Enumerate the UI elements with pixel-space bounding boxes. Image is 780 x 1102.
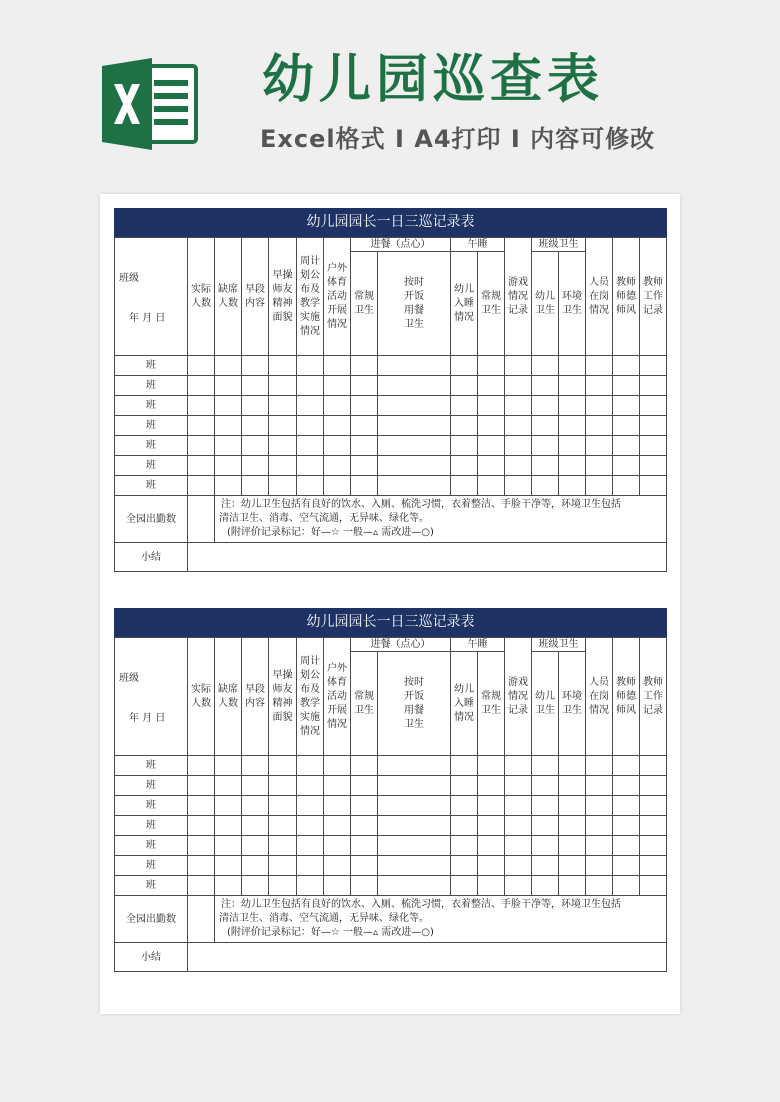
summary-label: 小结 [115,943,188,972]
group-class-hygiene: 班级卫生 [532,238,586,252]
record-table [114,637,667,972]
col-meal-hygiene: 常规卫生 [351,252,378,356]
note-line-2: 清洁卫生、消毒、空气流通，无异味、绿化等。 [219,513,429,524]
col-actual-count: 实际人数 [188,238,215,356]
note-line-3: (附评价记录标记：好—☆ 一般—▵ 需改进—○) [227,927,434,938]
table-row [115,396,667,416]
table-row [115,416,667,436]
table-row [115,356,667,376]
note-line-3: (附评价记录标记：好—☆ 一般—▵ 需改进—○) [227,527,434,538]
col-outdoor-activity: 户外体育活动开展情况 [324,238,351,356]
row-class-label: 班 [115,416,188,436]
col-absent-count: 缺席人数 [215,238,242,356]
record-table [114,237,667,572]
summary-label: 小结 [115,543,188,572]
note-cell [215,496,667,543]
attendance-value[interactable] [188,896,215,943]
col-outdoor-activity: 户外体育活动开展情况 [324,638,351,756]
row-class-label: 班 [115,836,188,856]
attendance-row [115,896,667,943]
table-row [115,796,667,816]
sheet-title: 幼儿园园长一日三巡记录表 [114,608,667,637]
note-line-1: 注：幼儿卫生包括有良好的饮水、入厕、梳洗习惯，衣着整洁、手脸干净等，环境卫生包括 [221,499,621,510]
note-line-1: 注：幼儿卫生包括有良好的饮水、入厕、梳洗习惯，衣着整洁、手脸干净等，环境卫生包括 [221,899,621,910]
table-row [115,476,667,496]
col-teacher-ethics: 教师师德师风 [613,638,640,756]
table-row [115,816,667,836]
col-class-env: 环境卫生 [559,652,586,756]
col-class-child: 幼儿卫生 [532,252,559,356]
row-class-label: 班 [115,376,188,396]
attendance-value[interactable] [188,496,215,543]
col-morning-content: 早段内容 [242,638,269,756]
col-game-record: 游戏情况记录 [505,638,532,756]
col-meal-ontime: 按时开饭用餐卫生 [378,652,451,756]
table-row [115,456,667,476]
col-morning-exercise: 早操师友精神面貌 [269,638,297,756]
table-row [115,856,667,876]
class-date-header [115,238,188,356]
col-meal-ontime: 按时开饭用餐卫生 [378,252,451,356]
col-weekly-plan: 周计划公布及教学实施情况 [297,638,324,756]
excel-icon [100,56,200,152]
attendance-label: 全园出勤数 [115,896,188,943]
row-class-label: 班 [115,356,188,376]
table-row [115,756,667,776]
summary-row [115,543,667,572]
col-teacher-work: 教师工作记录 [640,238,667,356]
page-title: 幼儿园巡查表 [262,50,605,110]
summary-field[interactable] [188,943,667,972]
class-header: 班级 [119,673,139,684]
group-nap: 午睡 [451,238,505,252]
col-morning-exercise: 早操师友精神面貌 [269,238,297,356]
banner [0,0,780,190]
note-cell [215,896,667,943]
row-class-label: 班 [115,756,188,776]
note-line-2: 清洁卫生、消毒、空气流通，无异味、绿化等。 [219,913,429,924]
col-teacher-work: 教师工作记录 [640,638,667,756]
group-meal: 进餐（点心） [351,638,451,652]
row-class-label: 班 [115,876,188,896]
group-meal: 进餐（点心） [351,238,451,252]
sheet-title: 幼儿园园长一日三巡记录表 [114,208,667,237]
row-class-label: 班 [115,816,188,836]
table-row [115,776,667,796]
col-meal-hygiene: 常规卫生 [351,652,378,756]
record-sheet-2 [114,608,667,972]
col-class-env: 环境卫生 [559,252,586,356]
summary-field[interactable] [188,543,667,572]
col-actual-count: 实际人数 [188,638,215,756]
col-class-child: 幼儿卫生 [532,652,559,756]
table-row [115,876,667,896]
col-nap-hygiene: 常规卫生 [478,252,505,356]
col-absent-count: 缺席人数 [215,638,242,756]
table-row [115,436,667,456]
page-subtitle: Excel格式 I A4打印 I 内容可修改 [260,125,656,153]
group-nap: 午睡 [451,638,505,652]
col-weekly-plan: 周计划公布及教学实施情况 [297,238,324,356]
document-page [100,194,680,1014]
date-header: 年 月 日 [129,713,166,724]
class-date-header [115,638,188,756]
record-sheet-1 [114,208,667,572]
row-class-label: 班 [115,396,188,416]
col-nap-child: 幼儿入睡情况 [451,252,478,356]
col-morning-content: 早段内容 [242,238,269,356]
row-class-label: 班 [115,476,188,496]
group-class-hygiene: 班级卫生 [532,638,586,652]
row-class-label: 班 [115,456,188,476]
col-teacher-ethics: 教师师德师风 [613,238,640,356]
attendance-row [115,496,667,543]
col-staff-on-duty: 人员在岗情况 [586,638,613,756]
col-staff-on-duty: 人员在岗情况 [586,238,613,356]
table-row [115,376,667,396]
table-row [115,836,667,856]
date-header: 年 月 日 [129,313,166,324]
summary-row [115,943,667,972]
col-nap-hygiene: 常规卫生 [478,652,505,756]
attendance-label: 全园出勤数 [115,496,188,543]
class-header: 班级 [119,273,139,284]
row-class-label: 班 [115,856,188,876]
row-class-label: 班 [115,776,188,796]
col-game-record: 游戏情况记录 [505,238,532,356]
row-class-label: 班 [115,796,188,816]
row-class-label: 班 [115,436,188,456]
col-nap-child: 幼儿入睡情况 [451,652,478,756]
